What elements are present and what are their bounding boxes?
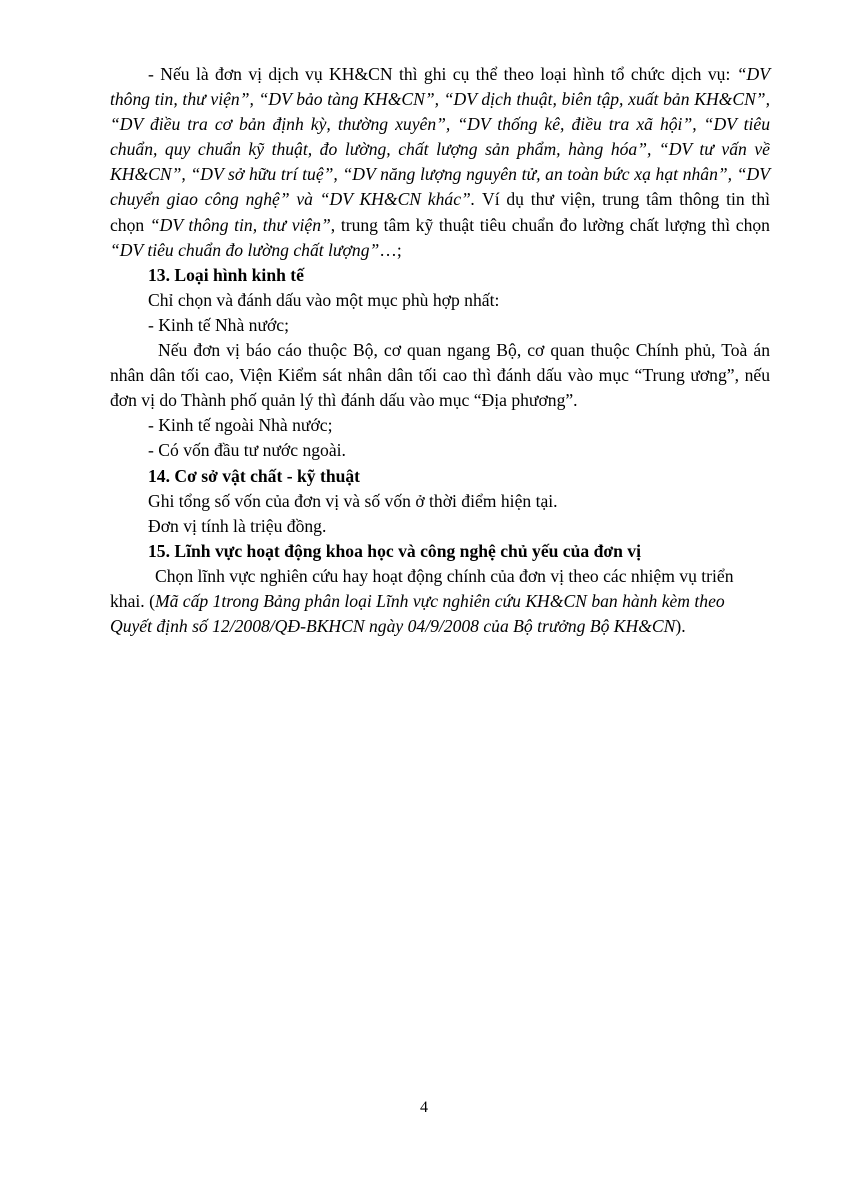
- run-italic: “DV thông tin, thư viện”, “DV bảo tàng KH&CN”, “DV dịch thuật, biên tập, xuất bản KH&CN”, “DV điều tra cơ bản định kỳ, thường xuyên”, “DV thống kê, điều tra xã hội”, “DV tiêu chuẩn, quy chuẩn kỹ thuật, đo lường, chất lượng sản phẩm, hàng hóa”, “DV tư vấn về KH&CN”, “DV sở hữu trí tuệ”, “DV năng lượng nguyên tử, an toàn bức xạ hạt nhân”, “DV chuyển giao công nghệ” và “DV KH&CN khác”.: [110, 64, 770, 210]
- page-number: 4: [420, 1099, 428, 1116]
- instruction-unit-million: Đơn vị tính là triệu đồng.: [148, 515, 327, 536]
- paragraph-research-field: [110, 564, 770, 639]
- page-body: [110, 62, 770, 639]
- run-roman: ).: [675, 616, 686, 637]
- run-italic: Mã cấp 1trong Bảng phân loại Lĩnh vực nghiên cứu KH&CN ban hành kèm theo Quyết định số 12/2008/QĐ-BKHCN ngày 04/9/2008 của Bộ trưởng Bộ KH&CN: [110, 590, 725, 637]
- run-roman: Nếu đơn vị báo cáo thuộc Bộ, cơ quan ngang Bộ, cơ quan thuộc Chính phủ, Toà án nhân dân tối cao, Viện Kiểm sát nhân dân tối cao thì đánh dấu vào mục “Trung ương”, nếu đơn vị do Thành phố quản lý thì đánh dấu vào mục “Địa phương”.: [110, 340, 770, 411]
- run-italic: “DV thông tin, thư viện”: [149, 214, 331, 235]
- section-heading-13: 13. Loại hình kinh tế: [148, 264, 304, 285]
- run-roman: , trung tâm kỹ thuật tiêu chuẩn đo lường chất lượng thì chọn: [330, 214, 770, 235]
- instruction-choose-one: Chỉ chọn và đánh dấu vào một mục phù hợp nhất:: [148, 289, 500, 310]
- run-italic: “DV tiêu chuẩn đo lường chất lượng”: [110, 239, 380, 260]
- section-heading-15: 15. Lĩnh vực hoạt động khoa học và công nghệ chủ yếu của đơn vị: [148, 540, 641, 561]
- run-roman: - Nếu là đơn vị dịch vụ KH&CN thì ghi cụ thể theo loại hình tổ chức dịch vụ:: [148, 64, 737, 84]
- run-roman: …;: [379, 239, 402, 260]
- option-nonstate-economy: - Kinh tế ngoài Nhà nước;: [148, 415, 333, 436]
- option-foreign-capital: - Có vốn đầu tư nước ngoài.: [148, 440, 346, 461]
- run-roman: Ví dụ thư viện, trung tâm thông tin thì chọn: [110, 189, 771, 235]
- paragraph-central-local: [110, 338, 770, 413]
- paragraph-service-types: [110, 62, 770, 263]
- option-state-economy: - Kinh tế Nhà nước;: [148, 314, 289, 335]
- instruction-total-capital: Ghi tổng số vốn của đơn vị và số vốn ở thời điểm hiện tại.: [148, 490, 558, 511]
- run-roman: Chọn lĩnh vực nghiên cứu hay hoạt động chính của đơn vị theo các nhiệm vụ triển khai. (: [110, 565, 734, 611]
- section-heading-14: 14. Cơ sở vật chất - kỹ thuật: [148, 465, 361, 486]
